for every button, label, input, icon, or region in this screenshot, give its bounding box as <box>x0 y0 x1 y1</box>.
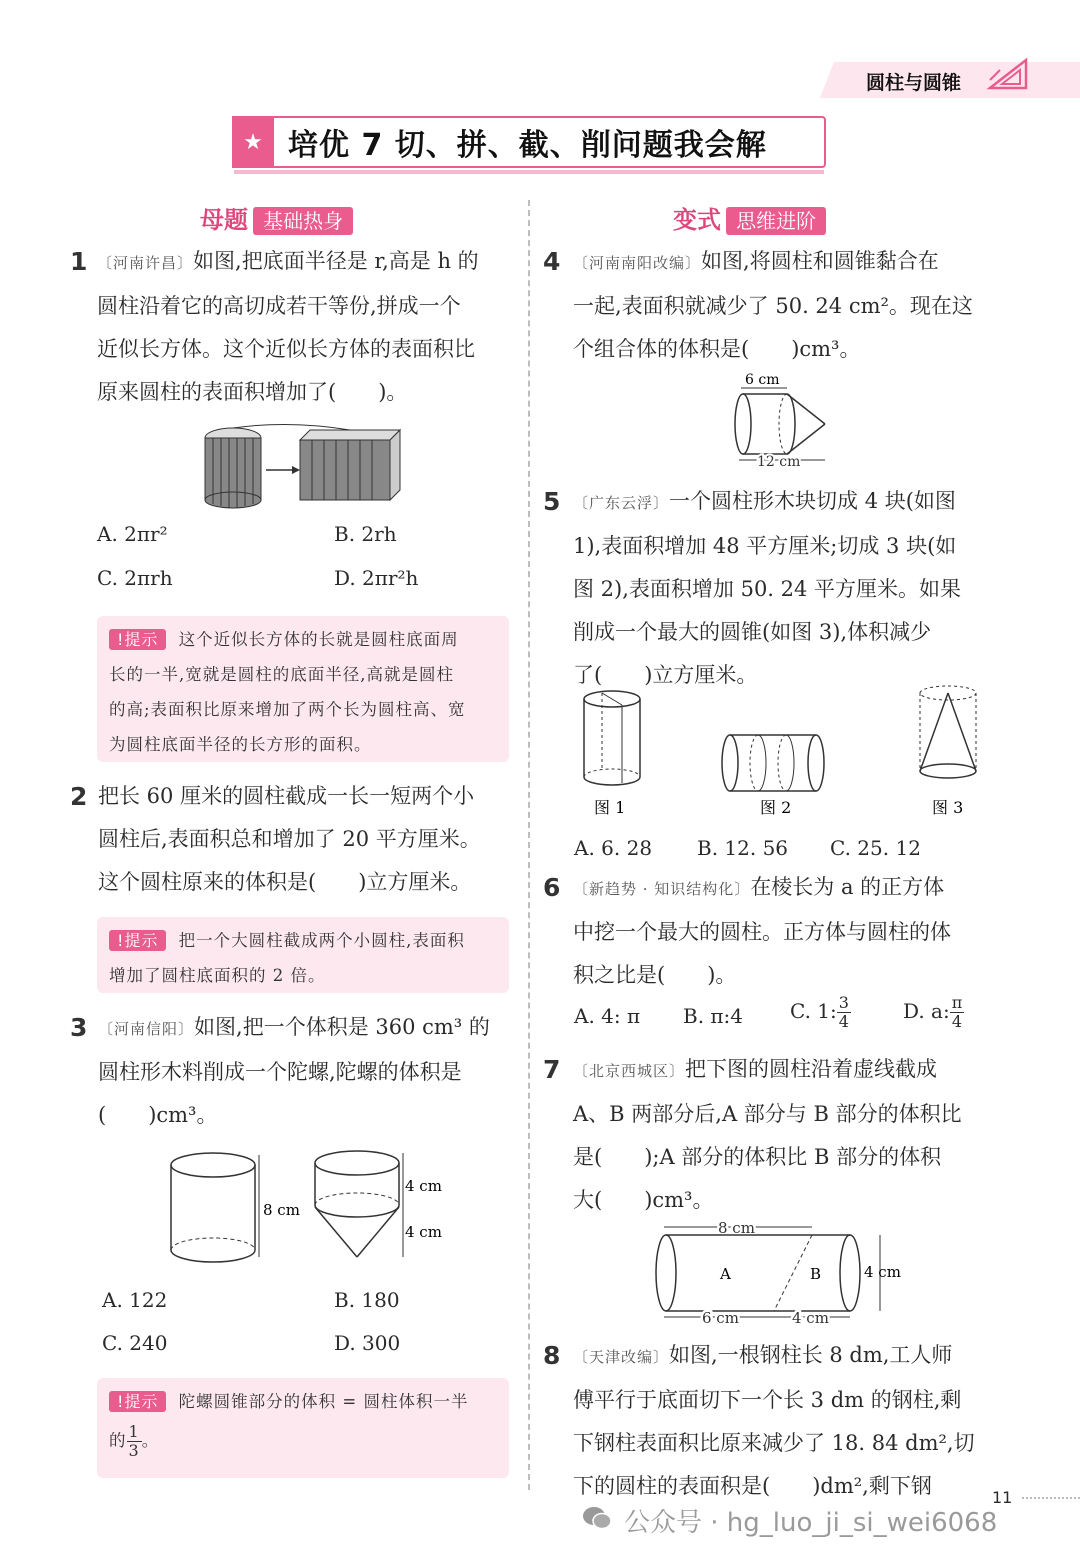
question-source: 〔北京西城区〕 <box>573 1062 686 1080</box>
hint-line: 陀螺圆锥部分的体积 = 圆柱体积一半 <box>178 1392 469 1411</box>
question-source: 〔河南南阳改编〕 <box>573 254 702 272</box>
option-c[interactable]: C. 240 <box>102 1331 168 1355</box>
fraction <box>950 994 965 1031</box>
question-number: 7 <box>543 1055 561 1084</box>
fraction-numerator: 3 <box>838 993 849 1012</box>
hint-box <box>97 1378 509 1478</box>
question-number: 6 <box>543 873 561 902</box>
bottom-left-label: 6 cm <box>702 1309 739 1327</box>
section-main-label: 变式 <box>673 206 721 234</box>
question-line: 一个圆柱形木块切成 4 块(如图 <box>669 489 956 513</box>
option-c-label: C. 1: <box>790 999 837 1023</box>
hint-box <box>97 616 509 762</box>
hint-line: 为圆柱底面半径的长方形的面积。 <box>109 735 372 754</box>
question-line: 积之比是( )。 <box>573 963 737 987</box>
hint-tag: !提示 <box>109 629 166 650</box>
question-line: 大( )cm³。 <box>573 1188 714 1212</box>
question-line: 如图,把一个体积是 360 cm³ 的 <box>194 1015 490 1039</box>
section-tag: 思维进阶 <box>726 207 826 235</box>
hint-text: 的 <box>109 1431 127 1450</box>
bottom-length-label: 12 cm <box>757 454 801 470</box>
top-height-label: 4 cm <box>405 1177 442 1195</box>
height-label: 4 cm <box>864 1263 901 1281</box>
fraction-denominator: 4 <box>838 1012 849 1031</box>
fraction-numerator: 1 <box>128 1422 140 1441</box>
option-a[interactable]: A. 4: π <box>574 1004 641 1028</box>
left-section-heading <box>200 200 353 235</box>
question-line: 1),表面积增加 48 平方厘米;切成 3 块(如 <box>573 534 957 558</box>
question-line: 下钢柱表面积比原来减少了 18. 84 dm²,切 <box>573 1431 975 1455</box>
page-title: 培优 7 切、拼、截、削问题我会解 <box>288 128 767 163</box>
question-3 <box>70 1006 515 1137</box>
option-c[interactable]: C. 25. 12 <box>830 836 921 860</box>
q4-figure <box>725 368 835 473</box>
fraction-denominator: 4 <box>951 1012 963 1031</box>
page-number: 11 <box>992 1488 1013 1507</box>
option-c[interactable]: C. 2πrh <box>97 566 173 590</box>
question-8 <box>543 1334 988 1508</box>
bottom-right-label: 4 cm <box>792 1309 829 1327</box>
question-6 <box>543 866 988 997</box>
question-line: 图 2),表面积增加 50. 24 平方厘米。如果 <box>573 577 962 601</box>
fraction-numerator: π <box>951 993 963 1012</box>
option-b[interactable]: B. 12. 56 <box>697 836 789 860</box>
q1-figure <box>200 420 410 510</box>
option-c[interactable] <box>790 994 851 1031</box>
option-a[interactable]: A. 6. 28 <box>574 836 653 860</box>
question-number: 5 <box>543 487 561 516</box>
question-1 <box>70 240 515 414</box>
question-line: 在棱长为 a 的正方体 <box>750 875 945 899</box>
option-d-label: D. a: <box>903 999 950 1023</box>
question-line: 是( );A 部分的体积比 B 部分的体积 <box>573 1145 942 1169</box>
question-5 <box>543 480 988 697</box>
hint-box <box>97 917 509 993</box>
option-b[interactable]: B. 180 <box>334 1288 400 1312</box>
fraction-denominator: 3 <box>128 1441 140 1460</box>
question-number: 3 <box>70 1013 88 1042</box>
fraction <box>837 994 851 1031</box>
hint-line: 增加了圆柱底面积的 2 倍。 <box>109 966 326 985</box>
question-2 <box>70 775 515 904</box>
question-line: 个组合体的体积是( )cm³。 <box>573 337 861 361</box>
option-d[interactable]: D. 2πr²h <box>334 566 419 590</box>
question-line: 如图,将圆柱和圆锥黏合在 <box>701 249 939 273</box>
option-d[interactable] <box>903 994 964 1031</box>
hint-tag: !提示 <box>109 930 166 951</box>
hint-line: 的高;表面积比原来增加了两个长为圆柱高、宽 <box>109 700 466 719</box>
option-a[interactable]: A. 122 <box>102 1288 168 1312</box>
question-line: A、B 两部分后,A 部分与 B 部分的体积比 <box>573 1102 962 1126</box>
star-icon: ★ <box>232 116 274 168</box>
question-7 <box>543 1048 988 1222</box>
bottom-height-label: 4 cm <box>405 1223 442 1241</box>
question-number: 8 <box>543 1341 561 1370</box>
option-b[interactable]: B. 2rh <box>334 522 397 546</box>
right-section-heading <box>673 200 826 235</box>
q5-figures <box>570 685 990 820</box>
question-line: 如图,把底面半径是 r,高是 h 的 <box>193 249 479 273</box>
option-d[interactable]: D. 300 <box>334 1331 401 1355</box>
question-source: 〔河南许昌〕 <box>97 254 194 272</box>
question-source: 〔天津改编〕 <box>573 1348 670 1366</box>
section-main-label: 母题 <box>200 206 248 234</box>
part-b-label: B <box>810 1265 822 1283</box>
question-number: 4 <box>543 247 561 276</box>
chapter-title: 圆柱与圆锥 <box>866 72 962 94</box>
part-a-label: A <box>720 1265 731 1283</box>
question-line: 圆柱形木料削成一个陀螺,陀螺的体积是 <box>98 1060 462 1084</box>
question-line: 近似长方体。这个近似长方体的表面积比 <box>97 337 475 361</box>
section-tag: 基础热身 <box>253 207 353 235</box>
top-length-label: 8 cm <box>718 1219 755 1237</box>
question-source: 〔新趋势 · 知识结构化〕 <box>573 880 751 898</box>
question-source: 〔广东云浮〕 <box>573 494 670 512</box>
question-line: 把长 60 厘米的圆柱截成一长一短两个小 <box>98 784 475 808</box>
question-line: 中挖一个最大的圆柱。正方体与圆柱的体 <box>573 920 951 944</box>
question-line: 如图,一根钢柱长 8 dm,工人师 <box>669 1343 953 1367</box>
question-line: 傅平行于底面切下一个长 3 dm 的钢柱,剩 <box>573 1388 962 1412</box>
ruler-triangle-icon <box>986 56 1030 92</box>
question-line: 一起,表面积就减少了 50. 24 cm²。现在这 <box>573 294 973 318</box>
figure-label: 图 2 <box>760 798 792 817</box>
top-length-label: 6 cm <box>745 372 780 388</box>
question-line: ( )cm³。 <box>98 1103 218 1127</box>
figure-label: 图 3 <box>932 798 964 817</box>
question-line: 圆柱后,表面积总和增加了 20 平方厘米。 <box>98 827 481 851</box>
question-line: 圆柱沿着它的高切成若干等份,拼成一个 <box>97 294 461 318</box>
question-line: 把下图的圆柱沿着虚线截成 <box>685 1057 938 1081</box>
q7-figure <box>650 1215 910 1330</box>
option-b[interactable]: B. π:4 <box>683 1004 744 1028</box>
question-4 <box>543 240 988 371</box>
fraction <box>127 1423 142 1460</box>
question-number: 1 <box>70 247 88 276</box>
question-line: 这个圆柱原来的体积是( )立方厘米。 <box>98 870 472 894</box>
option-a[interactable]: A. 2πr² <box>97 522 168 546</box>
watermark: 公众号 · hg_luo_ji_si_wei6068 <box>624 1508 998 1538</box>
question-line: 原来圆柱的表面积增加了( )。 <box>97 380 408 404</box>
height-label: 8 cm <box>263 1201 300 1219</box>
hint-line: 长的一半,宽就是圆柱的底面半径,高就是圆柱 <box>109 665 454 684</box>
question-line: 削成一个最大的圆锥(如图 3),体积减少 <box>573 620 932 644</box>
question-number: 2 <box>70 782 88 811</box>
wechat-icon <box>582 1505 612 1531</box>
hint-tag: !提示 <box>109 1391 166 1412</box>
hint-line: 把一个大圆柱截成两个小圆柱,表面积 <box>178 931 465 950</box>
page-number-rule <box>1022 1497 1080 1499</box>
hint-line: 这个近似长方体的长就是圆柱底面周 <box>178 630 459 649</box>
question-source: 〔河南信阳〕 <box>98 1020 195 1038</box>
q3-figure <box>165 1145 455 1270</box>
question-line: 了( )立方厘米。 <box>573 663 758 687</box>
hint-text: 。 <box>141 1431 160 1450</box>
question-line: 下的圆柱的表面积是( )dm²,剩下钢 <box>573 1474 932 1498</box>
column-divider <box>528 200 530 1490</box>
figure-label: 图 1 <box>594 798 626 817</box>
